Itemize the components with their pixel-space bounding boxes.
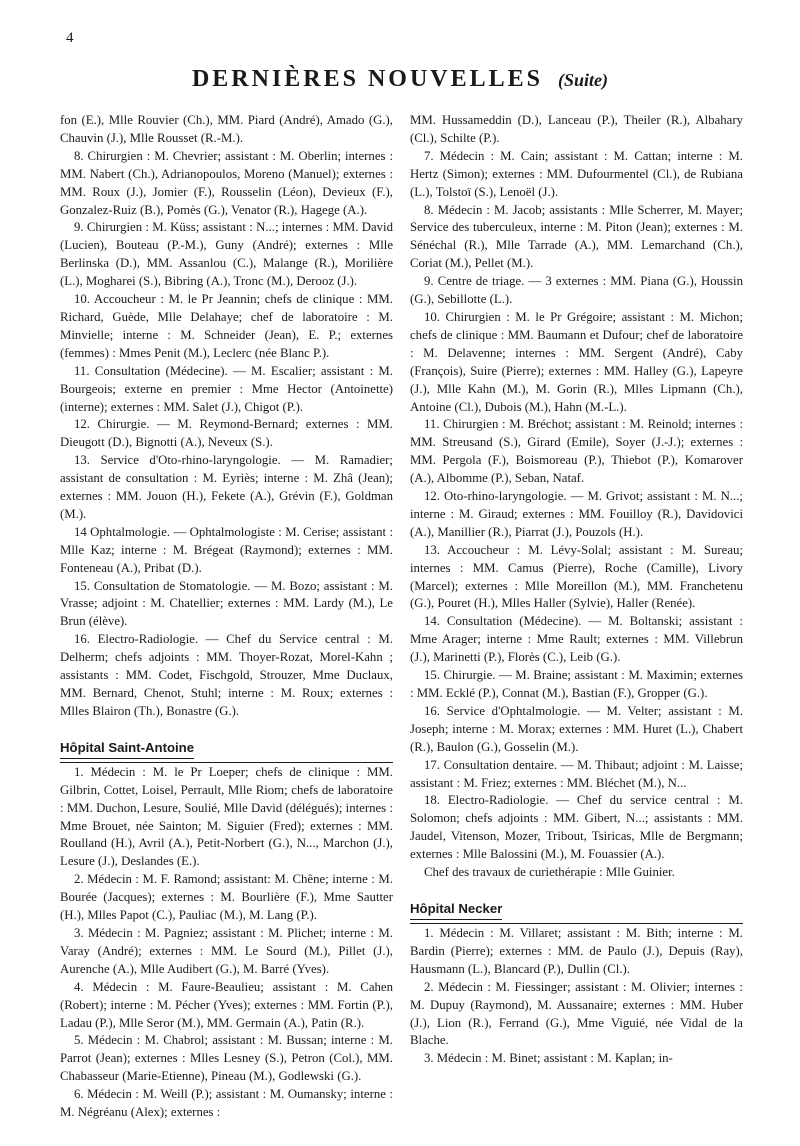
- paragraph: 11. Chirurgien : M. Bréchot; assistant : M. Reinold; internes : MM. Streusand (S.), Girard (Emile), Soyer (J.-J.); externes : MM. Pergola (F.), Boismoreau (P.), Thiebot (P.), Komarover (A.), Albomme (P.), Seban, Nataf.: [410, 417, 743, 486]
- paragraph: 4. Médecin : M. Faure-Beaulieu; assistant : M. Cahen (Robert); interne : M. Pécher (Yves); externes : MM. Fortin (P.), Ladau (P.), Mlle Seror (M.), MM. Germain (A.), Patin (R.).: [60, 979, 393, 1030]
- paragraph: 3. Médecin : M. Pagniez; assistant : M. Plichet; interne : M. Varay (André); externes : MM. Le Sourd (M.), Pillet (J.), Aurenche (A.), Mlle Audibert (G.), M. Barré (Yves).: [60, 925, 393, 976]
- page-title: [0, 66, 800, 93]
- paragraph: 9. Chirurgien : M. Küss; assistant : N...; internes : MM. David (Lucien), Bouteau (P.-M.), Guny (André); externes : Mlle Berlinska (D.), MM. Assanlou (C.), Malange (R.), Morilière (L.), Mogharei (S.), Bibring (A.), Tronc (M.), Derooz (J.).: [60, 220, 393, 289]
- paragraph: 2. Médecin : M. Fiessinger; assistant : M. Olivier; internes : M. Dupuy (Raymond), M. Aussanaire; externes : MM. Huber (J.), Lion (R.), Ferrand (G.), Mme Viguié, née Vidal de la Blache.: [410, 979, 743, 1048]
- section-heading-necker: [410, 900, 743, 920]
- paragraph: 18. Electro-Radiologie. — Chef du service central : M. Solomon; chefs adjoints : MM. Gibert, N...; assistants : MM. Jaudel, Vitenson, Mozer, Tribout, Tsiricas, Mlle de Bergmann; externes : Mlle Balossini (M.), M. Fouassier (A.).: [410, 793, 743, 862]
- paragraph: 3. Médecin : M. Binet; assistant : M. Kaplan; in-: [424, 1051, 673, 1066]
- paragraph: 16. Electro-Radiologie. — Chef du Service central : M. Delherm; chefs adjoints : MM. Thoyer-Rozat, Morel-Kahn ; assistants : MM. Codet, Fischgold, Strouzer, Mme Duclaux, MM. Bernard, Chenot, Stuhl; interne : M. Roux; externes : Mlles Blairon (Th.), Bonastre (G.).: [60, 632, 393, 718]
- page-number: 4: [66, 30, 74, 46]
- left-column: [60, 112, 393, 1122]
- paragraph: MM. Hussameddin (D.), Lanceau (P.), Theiler (R.), Albahary (Cl.), Schilte (P.).: [410, 113, 743, 145]
- paragraph: 8. Chirurgien : M. Chevrier; assistant : M. Oberlin; internes : MM. Nabert (Ch.), Adrianopoulos, Moreno (Manuel); externes : MM. Roux (J.), Jomier (F.), Rousselin (Léon), Devieux (F.), Gonzalez-Ruiz (B.), Pomès (G.), Venator (R.), Hagege (A.).: [60, 148, 393, 217]
- section-rule: [60, 762, 393, 763]
- section-rule: [410, 923, 743, 924]
- paragraph: 10. Chirurgien : M. le Pr Grégoire; assistant : M. Michon; chefs de clinique : MM. Baumann et Dufour; chef de laboratoire : M. Delavenne; internes : MM. Sergent (André), Caby (François), Suire (Pierre); externes : MM. Halley (G.), Lapeyre (J.), Mlle Kahn (M.), M. Gorin (R.), Mlles Lipmann (Ch.), Antoine (Cl.), Dubois (M.), Hahn (M.-L.).: [410, 309, 743, 414]
- paragraph: 12. Chirurgie. — M. Reymond-Bernard; externes : MM. Dieugott (D.), Bignotti (A.), Neveux (S.).: [60, 417, 393, 450]
- paragraph: 10. Accoucheur : M. le Pr Jeannin; chefs de clinique : MM. Richard, Guède, Mlle Delahaye; chef de laboratoire : M. Minvielle; interne : M. Schneider (Jean), E. P.; externes (femmes) : Mmes Penit (M.), Leclerc (née Blanc P.).: [60, 292, 393, 360]
- section-heading-saint-antoine: [60, 739, 393, 759]
- paragraph: 12. Oto-rhino-laryngologie. — M. Grivot; assistant : M. N...; interne : M. Giraud; externes : MM. Fouilloy (R.), Davidovici (A.), Manillier (R.), Piarrat (J.), Pouzols (H.).: [410, 489, 743, 539]
- paragraph: Chef des travaux de curiethérapie : Mlle Guinier.: [424, 865, 675, 880]
- paragraph: 6. Médecin : M. Weill (P.); assistant : M. Oumansky; interne : M. Négréanu (Alex); externes :: [60, 1087, 393, 1120]
- section-heading-text: Hôpital Necker: [410, 900, 502, 920]
- paragraph: 17. Consultation dentaire. — M. Thibaut; adjoint : M. Laisse; assistant : M. Friez; externes : MM. Bléchet (M.), N...: [410, 757, 743, 790]
- paragraph: 2. Médecin : M. F. Ramond; assistant: M. Chêne; interne : M. Bourée (Jacques); externes : M. Bourlière (F.), Mme Sautter (H.), Mlles Papot (C.), Pauliac (M.), M. Lang (P.).: [60, 872, 393, 923]
- paragraph: 8. Médecin : M. Jacob; assistants : Mlle Scherrer, M. Mayer; Service des tuberculeux, interne : M. Piton (Jean); externes : M. Sénéchal (R.), Mlle Tarrade (A.), MM. Lemarchand (Ch.), Coriat (M.), Pellet (M.).: [410, 202, 743, 271]
- page-title-text: DERNIÈRES NOUVELLES: [191, 66, 544, 92]
- paragraph: 14 Ophtalmologie. — Ophtalmologiste : M. Cerise; assistant : Mlle Kaz; interne : M. Brégeat (Raymond); externes : MM. Fonteneau (A.), Pribat (D.).: [60, 524, 393, 575]
- section-heading-text: Hôpital Saint-Antoine: [60, 739, 194, 759]
- paragraph: 9. Centre de triage. — 3 externes : MM. Piana (G.), Houssin (G.), Sebillotte (L.).: [410, 274, 743, 307]
- paragraph: 13. Service d'Oto-rhino-laryngologie. — M. Ramadier; assistant de consultation : M. Eyriès; interne : M. Zhâ (Jean); externes : MM. Jouon (H.), Fekete (A.), Grévin (F.), Goldman (M.).: [60, 453, 393, 521]
- paragraph: 15. Consultation de Stomatologie. — M. Bozo; assistant : M. Vrasse; adjoint : M. Chatellier; externes : MM. Lardy (M.), Le Brun (élève).: [60, 578, 393, 629]
- paragraph: 5. Médecin : M. Chabrol; assistant : M. Bussan; interne : M. Parrot (Jean); externes : Mlles Lesney (S.), Petron (Col.), MM. Chabasseur (Marie-Etienne), Pineau (M.), Godlewski (G.).: [60, 1033, 393, 1084]
- paragraph: 16. Service d'Ophtalmologie. — M. Velter; assistant : M. Joseph; interne : M. Morax; externes : MM. Huret (L.), Chabert (R.), Baulon (G.), Gosselin (M.).: [410, 703, 743, 754]
- paragraph: 1. Médecin : M. le Pr Loeper; chefs de clinique : MM. Gilbrin, Cottet, Loisel, Perrault, Mlle Riom; chefs de laboratoire : MM. Duchon, Lesure, Soulié, Mlle David (délégués); internes : Mme Brouet, née Sainton; M. Siguier (Fred); externes : MM. Roulland (H.), Avril (A.), Petit-Norbert (G.), N..., Marchon (J.), Lesure (J.), Deslandes (E.).: [60, 764, 393, 869]
- paragraph: 13. Accoucheur : M. Lévy-Solal; assistant : M. Sureau; internes : MM. Camus (Pierre), Roche (Camille), Livory (Marcel); externes : Mlle Moreillon (M.), MM. Franchetenu (G.), Pouret (H.), Mlles Haller (Sylvie), Haller (Renée).: [410, 542, 743, 611]
- paragraph: fon (E.), Mlle Rouvier (Ch.), MM. Piard (André), Amado (G.), Chauvin (J.), Mlle Rousset (R.-M.).: [60, 113, 393, 145]
- paragraph: 11. Consultation (Médecine). — M. Escalier; assistant : M. Bourgeois; externe en premier : Mme Hector (Antoinette) (interne); externes : MM. Salet (J.), Chigot (P.).: [60, 363, 393, 414]
- paragraph: 14. Consultation (Médecine). — M. Boltanski; assistant : Mme Arager; interne : Mme Rault; externes : MM. Villebrun (J.), Marinetti (P.), Florès (C.), Leib (G.).: [410, 614, 743, 665]
- right-column: [410, 112, 743, 1068]
- paragraph: 7. Médecin : M. Cain; assistant : M. Cattan; interne : M. Hertz (Simon); externes : MM. Dufourmentel (Cl.), de Rubiana (L.), Tolstoï (S.), Lenoël (J.).: [410, 148, 743, 199]
- page-title-suite: (Suite): [558, 70, 609, 90]
- paragraph: 1. Médecin : M. Villaret; assistant : M. Bith; interne : M. Bardin (Pierre); externes : MM. de Paulo (J.), Depuis (Ray), Hausmann (L.), Blancard (P.), Dullin (Cl.).: [410, 925, 743, 976]
- paragraph: 15. Chirurgie. — M. Braine; assistant : M. Maximin; externes : MM. Ecklé (P.), Connat (M.), Bastian (F.), Gropper (G.).: [410, 668, 743, 700]
